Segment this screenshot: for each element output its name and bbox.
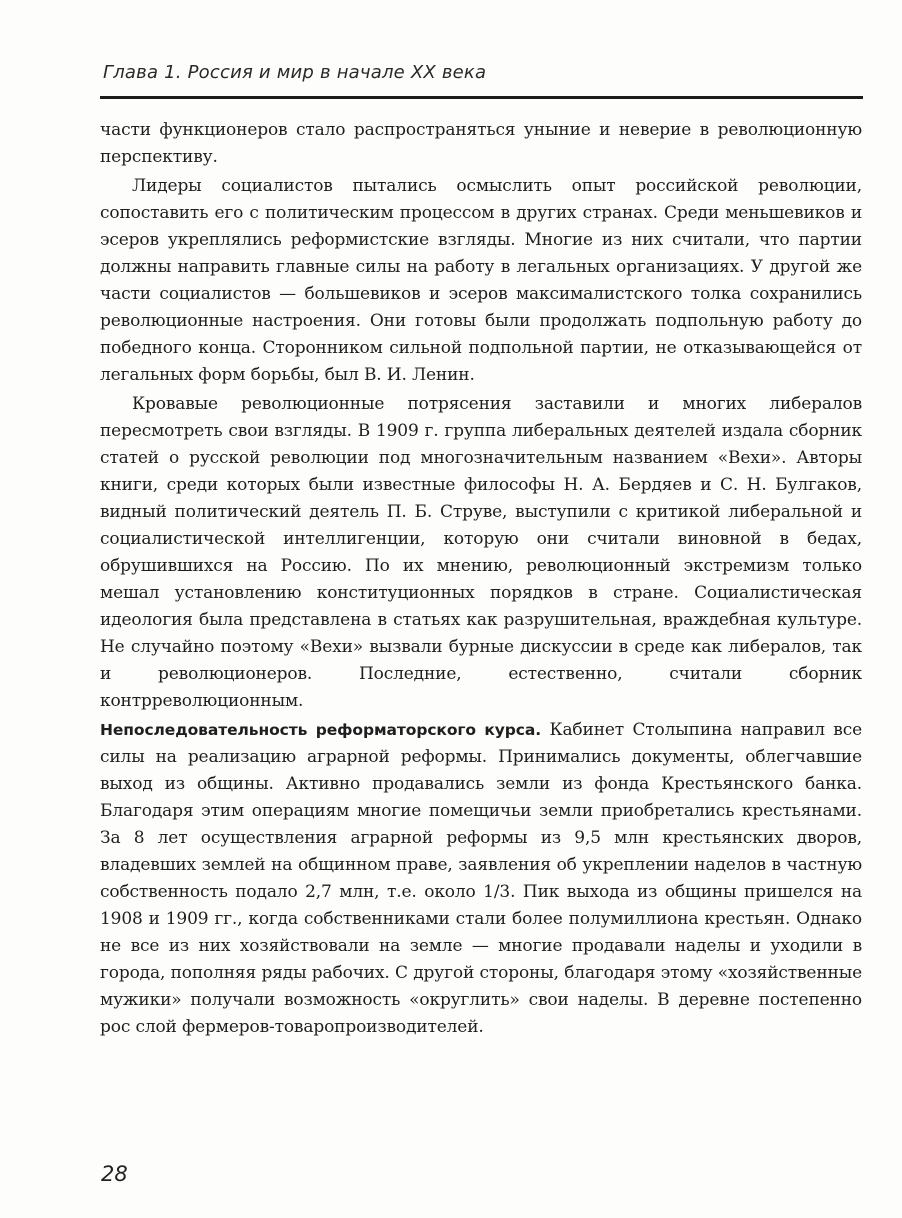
paragraph-continuation: части функционеров стало распространяться уныние и неверие в революционную перспективу. xyxy=(100,120,862,167)
page-body xyxy=(100,117,862,1041)
paragraph-vekhi: Кровавые революционные потрясения заставили и многих либералов пересмотреть свои взгляды. В 1909 г. группа либеральных деятелей издала сборник статей о русской революции под многозначительным названием «Вехи». Авторы книги, среди которых были известные философы Н. А. Бердяев и С. Н. Булгаков, видный политический деятель П. Б. Струве, выступили с критикой либеральной и социалистической интеллигенции, которую они считали виновной в бедах, обрушившихся на Россию. По их мнению, революционный экстремизм только мешал установлению конституционных порядков в стране. Социалистическая идеология была представлена в статьях как разрушительная, враждебная культуре. Не случайно поэтому «Вехи» вызвали бурные дискуссии в среде как либералов, так и революционеров. Последние, естественно, считали сборник контрреволюционным. xyxy=(100,394,862,711)
header-rule xyxy=(100,96,863,99)
section-title: Непоследовательность реформаторского курса. xyxy=(100,721,542,739)
running-header-title: Глава 1. Россия и мир в начале XX века xyxy=(103,62,487,83)
section-text: Кабинет Столыпина направил все силы на реализацию аграрной реформы. Принимались документы, облегчавшие выход из общины. Активно продавались земли из фонда Крестьянского банка. Благодаря этим операциям многие помещичьи земли приобретались крестьянами. За 8 лет осуществления аграрной реформы из 9,5 млн крестьянских дворов, владевших землей на общинном праве, заявления об укреплении наделов в частную собственность подало 2,7 млн, т.е. около 1/3. Пик выхода из общины пришелся на 1908 и 1909 гг., когда собственниками стали более полумиллиона крестьян. Однако не все из них хозяйствовали на земле — многие продавали наделы и уходили в города, пополняя ряды рабочих. С другой стороны, благодаря этому «хозяйственные мужики» получали возможность «округлить» свои наделы. В деревне постепенно рос слой фермеров-товаропроизводителей. xyxy=(100,720,863,1037)
section-paragraph xyxy=(100,717,862,1041)
page-number: 28 xyxy=(101,1162,128,1186)
paragraph-socialists: Лидеры социалистов пытались осмыслить опыт российской революции, сопоставить его с политическим процессом в других странах. Среди меньшевиков и эсеров укреплялись реформистские взгляды. Многие из них считали, что партии должны направить главные силы на работу в легальных организациях. У другой же части социалистов — большевиков и эсеров максималистского толка сохранились революционные настроения. Они готовы были продолжать подпольную работу до победного конца. Сторонником сильной подпольной партии, не отказывающейся от легальных форм борьбы, был В. И. Ленин. xyxy=(100,176,862,385)
